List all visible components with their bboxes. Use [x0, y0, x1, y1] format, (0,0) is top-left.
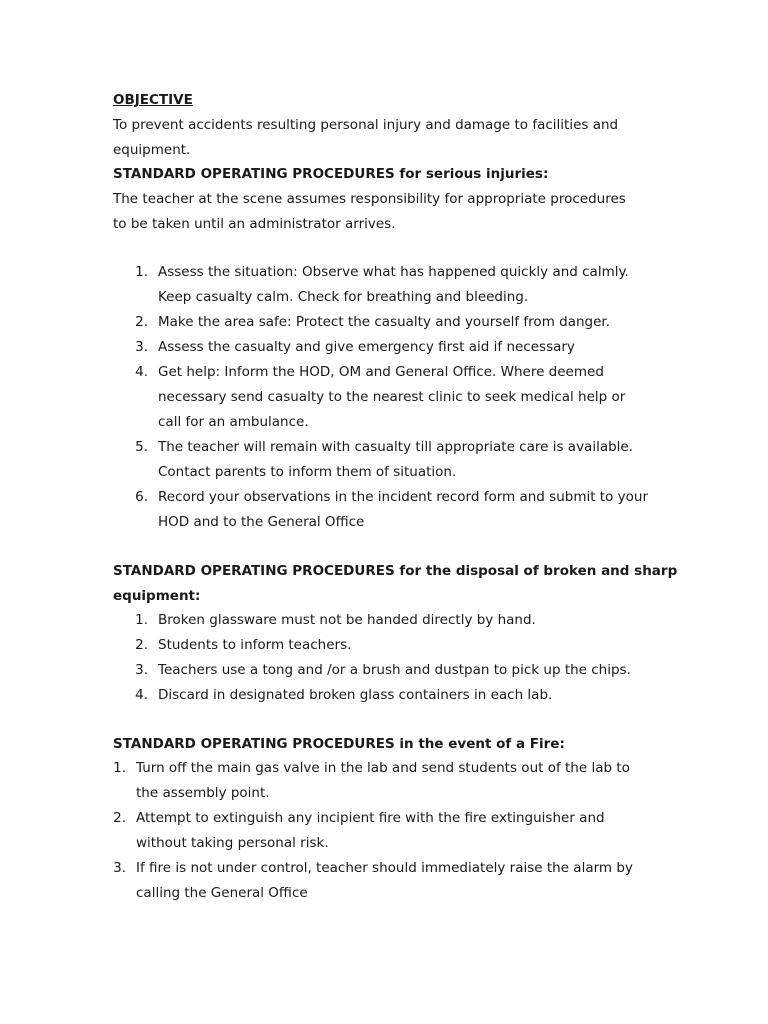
disposal-list: [135, 608, 678, 708]
list-item-number: 1.: [135, 612, 148, 628]
list-item-number: 3.: [113, 860, 126, 876]
fire-list: [113, 756, 656, 906]
list-item-number: 4.: [135, 364, 148, 380]
list-item-text: If fire is not under control, teacher should immediately raise the alarm by calling the General Office: [136, 860, 633, 901]
list-item-text: Assess the situation: Observe what has happened quickly and calmly. Keep casualty calm. Check for breathing and bleeding.: [158, 264, 629, 305]
fire-heading: STANDARD OPERATING PROCEDURES in the event of a Fire:: [113, 736, 565, 752]
list-item: [135, 435, 678, 485]
serious-injuries-intro: The teacher at the scene assumes responsibility for appropriate procedures to be taken until an administrator arrives.: [113, 191, 626, 232]
list-item: [135, 310, 678, 335]
list-item: [135, 335, 678, 360]
disposal-heading-continued: equipment:: [113, 588, 201, 604]
list-item-number: 3.: [135, 339, 148, 355]
list-item-text: Teachers use a tong and /or a brush and dustpan to pick up the chips.: [158, 662, 631, 678]
list-item-text: Broken glassware must not be handed directly by hand.: [158, 612, 536, 628]
list-item: [135, 633, 678, 658]
list-item-number: 2.: [135, 637, 148, 653]
list-item-number: 1.: [113, 760, 126, 776]
list-item-number: 5.: [135, 439, 148, 455]
list-item: [135, 360, 678, 435]
list-item: [113, 806, 656, 856]
objective-text: To prevent accidents resulting personal injury and damage to facilities and equipment.: [113, 117, 619, 158]
disposal-heading: STANDARD OPERATING PROCEDURES for the disposal of broken and sharp: [113, 563, 678, 579]
list-item-number: 3.: [135, 662, 148, 678]
objective-heading: OBJECTIVE: [113, 92, 193, 108]
list-item-text: Get help: Inform the HOD, OM and General Office. Where deemed necessary send casualty to the nearest clinic to seek medical help or call for an ambulance.: [158, 364, 626, 430]
list-item-number: 1.: [135, 264, 148, 280]
list-item-text: Make the area safe: Protect the casualty and yourself from danger.: [158, 314, 611, 330]
serious-injuries-heading: STANDARD OPERATING PROCEDURES for serious injuries:: [113, 166, 549, 182]
list-item-number: 2.: [113, 810, 126, 826]
list-item-number: 4.: [135, 687, 148, 703]
list-item-text: Discard in designated broken glass containers in each lab.: [158, 687, 553, 703]
serious-injuries-list: [135, 260, 678, 535]
list-item: [135, 658, 678, 683]
list-item-number: 2.: [135, 314, 148, 330]
list-item-text: The teacher will remain with casualty till appropriate care is available. Contact parents to inform them of situation.: [158, 439, 634, 480]
list-item: [135, 485, 678, 535]
list-item-number: 6.: [135, 489, 148, 505]
list-item-text: Assess the casualty and give emergency first aid if necessary: [158, 339, 575, 355]
list-item-text: Record your observations in the incident record form and submit to your HOD and to the General Office: [158, 489, 649, 530]
list-item: [135, 683, 678, 708]
list-item: [135, 260, 678, 310]
list-item-text: Turn off the main gas valve in the lab and send students out of the lab to the assembly point.: [136, 760, 630, 801]
list-item: [135, 608, 678, 633]
list-item: [113, 856, 656, 906]
list-item-text: Attempt to extinguish any incipient fire with the fire extinguisher and without taking personal risk.: [136, 810, 605, 851]
list-item-text: Students to inform teachers.: [158, 637, 352, 653]
list-item: [113, 756, 656, 806]
